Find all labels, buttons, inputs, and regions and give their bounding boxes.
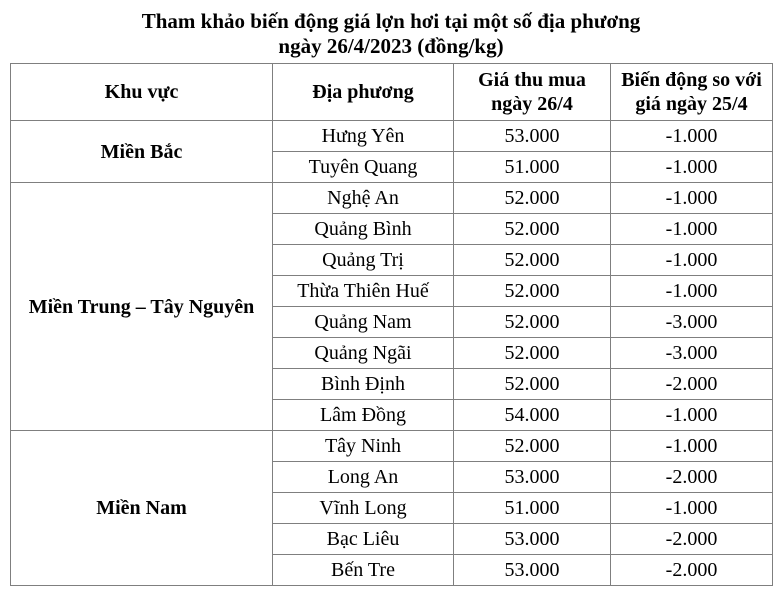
price-cell: 54.000	[454, 400, 611, 431]
locality-cell: Lâm Đồng	[273, 400, 454, 431]
locality-cell: Quảng Ngãi	[273, 338, 454, 369]
change-cell: -1.000	[611, 121, 773, 152]
change-cell: -2.000	[611, 462, 773, 493]
table-row	[11, 431, 773, 462]
locality-cell: Bạc Liêu	[273, 524, 454, 555]
price-cell: 53.000	[454, 462, 611, 493]
locality-cell: Tây Ninh	[273, 431, 454, 462]
change-cell: -2.000	[611, 555, 773, 586]
title-line-2: ngày 26/4/2023 (đồng/kg)	[278, 34, 504, 58]
region-cell: Miền Bắc	[11, 121, 273, 183]
locality-cell: Bến Tre	[273, 555, 454, 586]
header-change-line-2: giá ngày 25/4	[635, 93, 748, 115]
price-cell: 52.000	[454, 307, 611, 338]
header-row	[11, 64, 773, 121]
price-cell: 53.000	[454, 524, 611, 555]
change-cell: -1.000	[611, 276, 773, 307]
price-cell: 52.000	[454, 338, 611, 369]
header-price-line-1: Giá thu mua	[478, 69, 586, 91]
change-cell: -1.000	[611, 152, 773, 183]
change-cell: -1.000	[611, 400, 773, 431]
locality-cell: Quảng Nam	[273, 307, 454, 338]
region-cell: Miền Nam	[11, 431, 273, 586]
locality-cell: Tuyên Quang	[273, 152, 454, 183]
price-cell: 52.000	[454, 369, 611, 400]
header-change-line-1: Biến động so với	[621, 69, 762, 91]
title-line-1: Tham khảo biến động giá lợn hơi tại một số địa phương	[141, 9, 641, 33]
price-cell: 53.000	[454, 121, 611, 152]
change-cell: -3.000	[611, 338, 773, 369]
locality-cell: Long An	[273, 462, 454, 493]
table-row	[11, 183, 773, 214]
change-cell: -1.000	[611, 431, 773, 462]
price-cell: 52.000	[454, 214, 611, 245]
table-header	[11, 64, 773, 121]
table-row	[11, 121, 773, 152]
price-table	[10, 63, 773, 586]
header-locality: Địa phương	[273, 64, 454, 121]
header-price-line-2: ngày 26/4	[491, 93, 573, 115]
change-cell: -3.000	[611, 307, 773, 338]
change-cell: -1.000	[611, 183, 773, 214]
change-cell: -2.000	[611, 524, 773, 555]
change-cell: -1.000	[611, 245, 773, 276]
header-price	[454, 64, 611, 121]
locality-cell: Hưng Yên	[273, 121, 454, 152]
change-cell: -1.000	[611, 214, 773, 245]
price-cell: 51.000	[454, 493, 611, 524]
region-cell: Miền Trung – Tây Nguyên	[11, 183, 273, 431]
table-body	[11, 121, 773, 586]
price-cell: 51.000	[454, 152, 611, 183]
header-region: Khu vực	[11, 64, 273, 121]
header-change	[611, 64, 773, 121]
locality-cell: Quảng Trị	[273, 245, 454, 276]
locality-cell: Bình Định	[273, 369, 454, 400]
locality-cell: Nghệ An	[273, 183, 454, 214]
locality-cell: Thừa Thiên Huế	[273, 276, 454, 307]
price-cell: 52.000	[454, 431, 611, 462]
change-cell: -1.000	[611, 493, 773, 524]
locality-cell: Vĩnh Long	[273, 493, 454, 524]
price-cell: 52.000	[454, 276, 611, 307]
change-cell: -2.000	[611, 369, 773, 400]
price-cell: 53.000	[454, 555, 611, 586]
page-title	[0, 0, 782, 58]
price-cell: 52.000	[454, 183, 611, 214]
price-cell: 52.000	[454, 245, 611, 276]
locality-cell: Quảng Bình	[273, 214, 454, 245]
